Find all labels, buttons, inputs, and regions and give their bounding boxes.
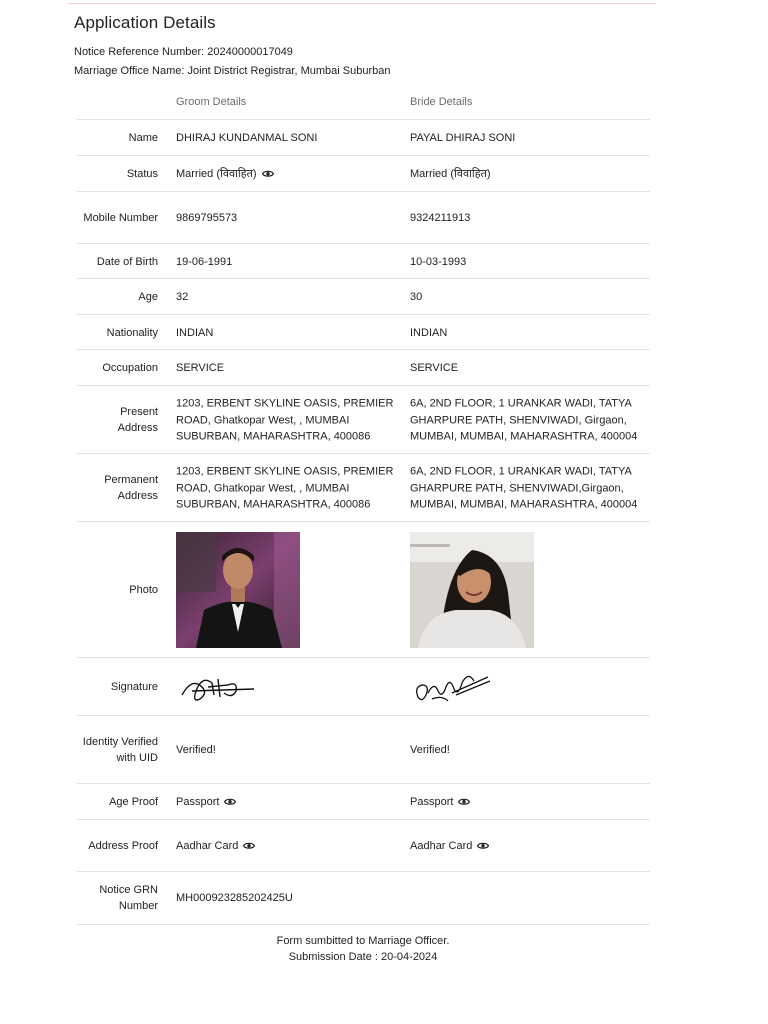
row-label: Photo <box>129 584 158 596</box>
bride-nationality: INDIAN <box>410 326 448 339</box>
notice-grn-number: MH000923285202425U <box>176 891 293 904</box>
groom-age: 32 <box>176 290 189 303</box>
row-label: Mobile Number <box>83 212 158 224</box>
groom-permanent-address: 1203, ERBENT SKYLINE OASIS, PREMIER ROAD, Ghatkopar West, , MUMBAI SUBURBAN, MAHARASHTRA, 400086 <box>176 465 394 511</box>
bride-signature <box>412 667 492 707</box>
row-label: Notice GRN Number <box>99 884 158 912</box>
bride-name: PAYAL DHIRAJ SONI <box>410 131 516 144</box>
groom-status-text: Married (विवाहित) <box>176 167 257 180</box>
groom-identity-status: Verified! <box>176 743 216 756</box>
row-permanent-address <box>76 453 650 522</box>
bride-identity-status: Verified! <box>410 743 450 756</box>
row-label: Identity Verified with UID <box>82 736 158 764</box>
bride-present-address: 6A, 2ND FLOOR, 1 URANKAR WADI, TATYA GHARPURE PATH, SHENVIWADI, Girgaon, MUMBAI, MUMBAI, MAHARASHTRA, 400004 <box>410 397 638 443</box>
bride-permanent-address: 6A, 2ND FLOOR, 1 URANKAR WADI, TATYA GHARPURE PATH, SHENVIWADI,Girgaon, MUMBAI, MUMBAI, MAHARASHTRA, 400004 <box>410 465 638 511</box>
row-age-proof <box>76 783 650 820</box>
row-status <box>76 155 650 192</box>
row-label: Name <box>128 132 158 144</box>
row-notice-grn-number <box>76 871 650 925</box>
bride-address-proof-text: Aadhar Card <box>410 839 473 852</box>
groom-details-header: Groom Details <box>176 96 247 108</box>
groom-age-proof-text: Passport <box>176 795 220 808</box>
row-label: Permanent Address <box>104 474 158 502</box>
row-identity-verified <box>76 715 650 784</box>
row-signature <box>76 657 650 716</box>
groom-photo <box>176 532 300 648</box>
row-label: Present Address <box>117 406 158 434</box>
groom-present-address: 1203, ERBENT SKYLINE OASIS, PREMIER ROAD, Ghatkopar West, , MUMBAI SUBURBAN, MAHARASHTRA, 400086 <box>176 397 394 443</box>
row-label: Age Proof <box>109 796 158 808</box>
row-label: Signature <box>110 681 158 693</box>
row-present-address <box>76 385 650 454</box>
bride-status: Married (विवाहित) <box>410 167 491 180</box>
bride-age-proof-text: Passport <box>410 795 454 808</box>
row-label: Occupation <box>102 362 158 374</box>
row-mobile-number <box>76 191 650 244</box>
bride-photo <box>410 532 534 648</box>
bride-details-header: Bride Details <box>410 96 473 108</box>
row-label: Address Proof <box>88 840 158 852</box>
bride-age: 30 <box>410 290 423 303</box>
row-date-of-birth <box>76 243 650 279</box>
row-occupation <box>76 349 650 386</box>
groom-address-proof <box>176 838 398 855</box>
row-label: Age <box>138 291 158 303</box>
groom-nationality: INDIAN <box>176 326 214 339</box>
eye-icon[interactable] <box>458 798 470 806</box>
notice-reference-number: Notice Reference Number: 20240000017049 <box>74 46 293 58</box>
groom-status <box>176 166 398 183</box>
row-photo <box>76 521 650 658</box>
top-divider <box>68 3 656 4</box>
groom-address-proof-text: Aadhar Card <box>176 839 239 852</box>
eye-icon[interactable] <box>243 842 255 850</box>
row-address-proof <box>76 819 650 872</box>
bride-occupation: SERVICE <box>410 361 459 374</box>
row-name <box>76 119 650 156</box>
bride-address-proof <box>410 838 650 855</box>
row-label: Date of Birth <box>96 255 158 268</box>
submission-message: Form sumbitted to Marriage Officer. <box>276 935 450 947</box>
row-nationality <box>76 314 650 350</box>
groom-mobile: 9869795573 <box>176 211 238 224</box>
page-title: Application Details <box>74 13 216 32</box>
submission-date: Submission Date : 20-04-2024 <box>288 951 438 963</box>
groom-dob: 19-06-1991 <box>176 255 233 268</box>
eye-icon[interactable] <box>262 170 274 178</box>
groom-occupation: SERVICE <box>176 361 225 374</box>
groom-name: DHIRAJ KUNDANMAL SONI <box>176 131 318 144</box>
row-label: Status <box>126 168 158 180</box>
bride-mobile: 9324211913 <box>410 211 471 224</box>
eye-icon[interactable] <box>224 798 236 806</box>
eye-icon[interactable] <box>477 842 489 850</box>
bride-dob: 10-03-1993 <box>410 255 467 268</box>
marriage-office-name: Marriage Office Name: Joint District Registrar, Mumbai Suburban <box>74 65 391 77</box>
row-label: Nationality <box>106 326 158 339</box>
groom-signature <box>178 669 258 705</box>
bride-age-proof <box>410 794 650 811</box>
row-age <box>76 278 650 315</box>
groom-age-proof <box>176 794 398 811</box>
